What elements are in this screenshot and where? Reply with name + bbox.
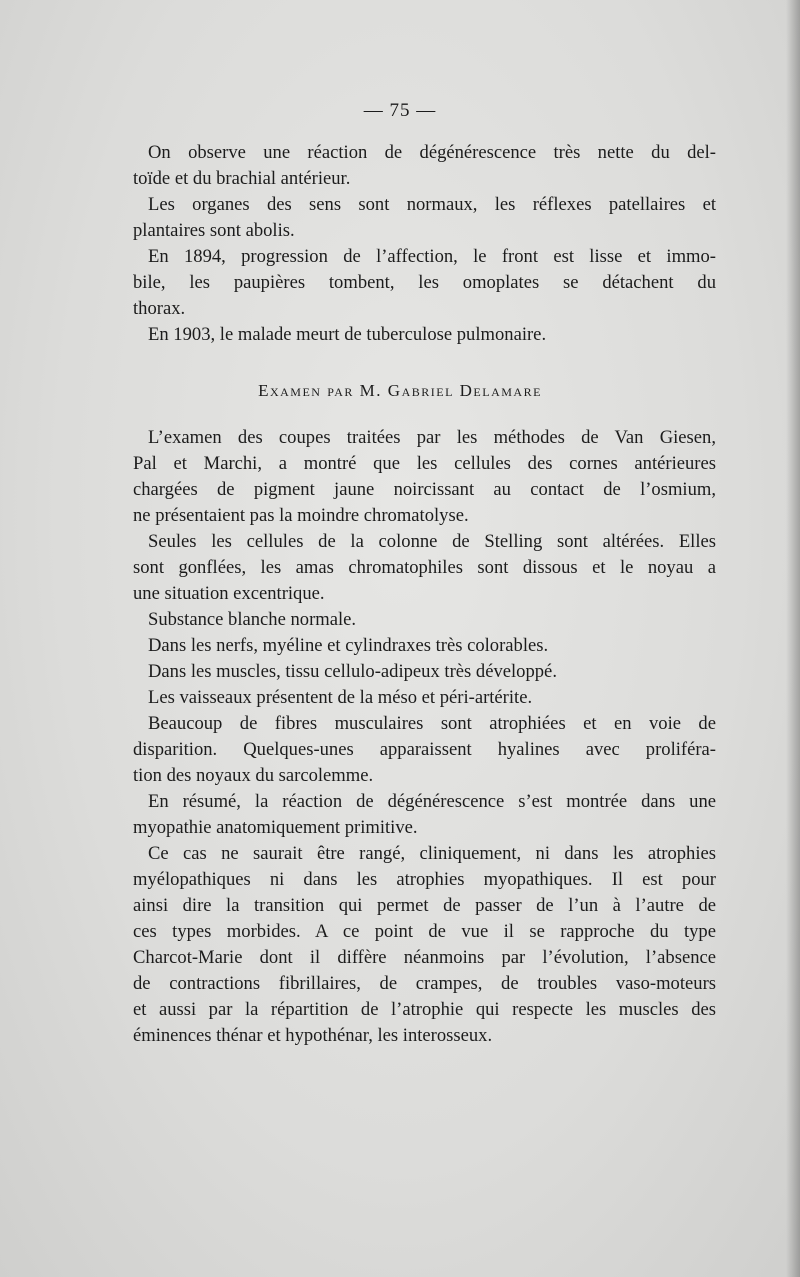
text-line: thorax.: [133, 298, 186, 319]
text-line: En 1903, le malade meurt de tuberculose pulmonaire.: [148, 324, 547, 345]
paragraph: [133, 140, 716, 192]
section-title: [0, 381, 800, 401]
page-edge-shadow: [786, 0, 800, 1277]
paragraph: [133, 607, 716, 633]
text-line: En 1894, progression de l’affection, le front est lisse et immo-: [148, 246, 716, 267]
paragraph: [133, 633, 716, 659]
text-line: sont gonflées, les amas chromatophiles sont dissous et le noyau a: [133, 557, 716, 578]
paragraph: [133, 244, 716, 322]
text-line: chargées de pigment jaune noircissant au contact de l’osmium,: [133, 479, 716, 500]
text-line: Dans les nerfs, myéline et cylindraxes très colorables.: [148, 635, 549, 656]
section-title-text: Examen par M. Gabriel Delamare: [258, 381, 542, 400]
text-line: Ce cas ne saurait être rangé, cliniquement, ni dans les atrophies: [148, 843, 716, 864]
text-line: et aussi par la répartition de l’atrophie qui respecte les muscles des: [133, 999, 716, 1020]
page-number: — 75 —: [363, 100, 437, 121]
paragraph: [133, 711, 716, 789]
text-line: En résumé, la réaction de dégénérescence s’est montrée dans une: [148, 791, 716, 812]
text-line: tion des noyaux du sarcolemme.: [133, 765, 374, 786]
text-line: toïde et du brachial antérieur.: [133, 168, 351, 189]
text-line: éminences thénar et hypothénar, les interosseux.: [133, 1025, 493, 1046]
text-line: Pal et Marchi, a montré que les cellules des cornes antérieures: [133, 453, 716, 474]
text-line: plantaires sont abolis.: [133, 220, 295, 241]
text-line: Substance blanche normale.: [148, 609, 357, 630]
paragraph: [133, 841, 716, 1049]
text-line: disparition. Quelques-unes apparaissent hyalines avec proliféra-: [133, 739, 716, 760]
top-text-block: [133, 140, 716, 348]
paragraph: [133, 659, 716, 685]
text-line: bile, les paupières tombent, les omoplates se détachent du: [133, 272, 716, 293]
text-line: une situation excentrique.: [133, 583, 325, 604]
paragraph: [133, 425, 716, 529]
text-line: Les organes des sens sont normaux, les réflexes patellaires et: [148, 194, 716, 215]
text-line: On observe une réaction de dégénérescence très nette du del-: [148, 142, 716, 163]
text-line: Beaucoup de fibres musculaires sont atrophiées et en voie de: [148, 713, 716, 734]
text-line: myopathie anatomiquement primitive.: [133, 817, 418, 838]
paragraph: [133, 685, 716, 711]
paragraph: [133, 322, 716, 348]
text-line: Charcot-Marie dont il diffère néanmoins par l’évolution, l’absence: [133, 947, 716, 968]
paragraph: [133, 789, 716, 841]
text-line: de contractions fibrillaires, de crampes, de troubles vaso-moteurs: [133, 973, 716, 994]
text-line: L’examen des coupes traitées par les méthodes de Van Giesen,: [148, 427, 716, 448]
text-line: ainsi dire la transition qui permet de passer de l’un à l’autre de: [133, 895, 716, 916]
body-text-block: [133, 425, 716, 1049]
text-line: ces types morbides. A ce point de vue il se rapproche du type: [133, 921, 716, 942]
text-line: ne présentaient pas la moindre chromatolyse.: [133, 505, 469, 526]
paragraph: [133, 192, 716, 244]
text-line: Seules les cellules de la colonne de Stelling sont altérées. Elles: [148, 531, 716, 552]
text-line: Les vaisseaux présentent de la méso et péri-artérite.: [148, 687, 533, 708]
text-line: myélopathiques ni dans les atrophies myopathiques. Il est pour: [133, 869, 716, 890]
paragraph: [133, 529, 716, 607]
text-line: Dans les muscles, tissu cellulo-adipeux très développé.: [148, 661, 557, 682]
